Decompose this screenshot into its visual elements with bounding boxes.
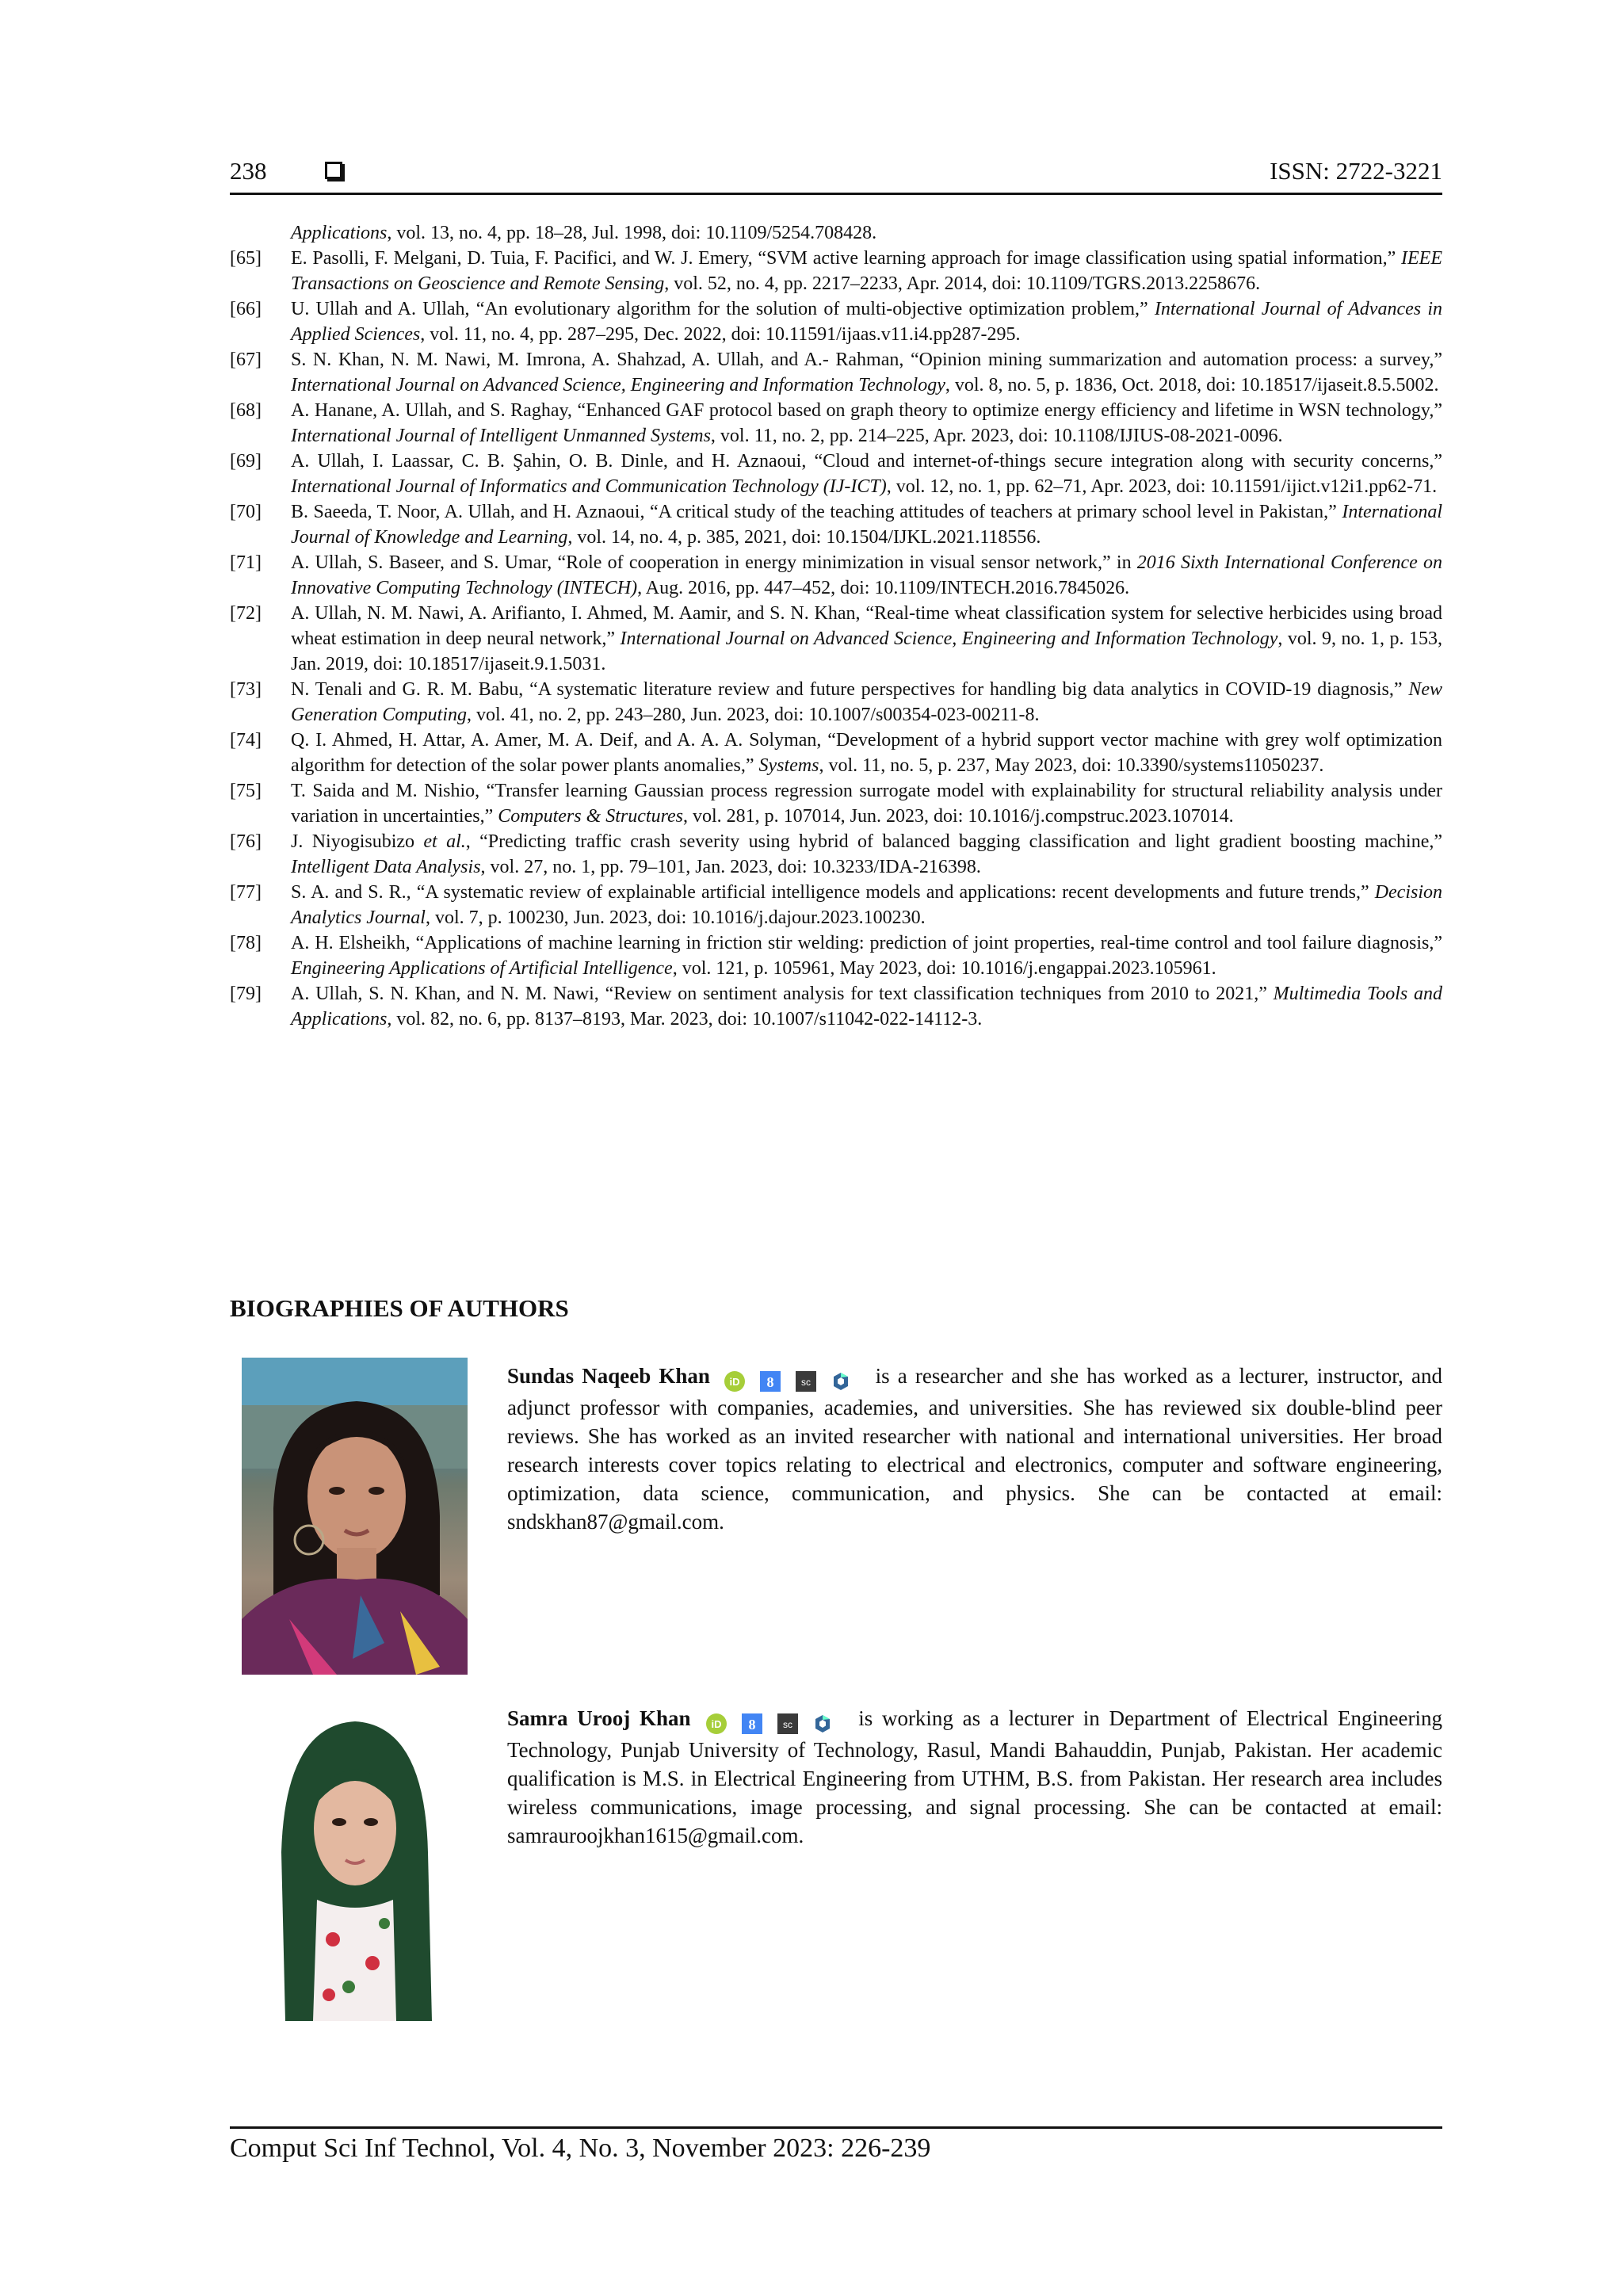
footer-divider — [230, 2126, 1442, 2129]
scopus-icon[interactable] — [777, 1713, 798, 1734]
reference-item: [73] N. Tenali and G. R. M. Babu, “A systematic literature review and future perspectives for handling big data analytics in COVID-19 diagnosis,” New Generation Computing, vol. 41, no. 2, pp. 243–280, Jun. 2023, doi: 10.1007/s00354-023-00211-8. — [230, 679, 1442, 725]
reference-list — [230, 220, 1442, 1032]
reference-item: [77] S. A. and S. R., “A systematic review of explainable artificial intelligence models and applications: recent developments and future trends,” Decision Analytics Journal, vol. 7, p. 100230, Jun. 2023, doi: 10.1016/j.dajour.2023.100230. — [230, 882, 1442, 928]
reference-item: [74] Q. I. Ahmed, H. Attar, A. Amer, M. A. Deif, and A. A. A. Solyman, “Development of a hybrid support vector machine with grey wolf optimization algorithm for detection of the solar power plants anomalies,” Systems, vol. 11, no. 5, p. 237, May 2023, doi: 10.3390/systems11050237. — [230, 730, 1442, 776]
author-bio-samra — [507, 1704, 1442, 1850]
google-scholar-icon[interactable] — [760, 1371, 781, 1392]
author-profile-icons — [706, 1707, 842, 1736]
svg-text:sc: sc — [800, 1376, 811, 1388]
reference-item: [75] T. Saida and M. Nishio, “Transfer learning Gaussian process regression surrogate model with explainability for structural reliability analysis under variation in uncertainties,” Computers & Structures, vol. 281, p. 107014, Jun. 2023, doi: 10.1016/j.compstruc.2023.107014. — [230, 781, 1442, 827]
author-name: Sundas Naqeeb Khan — [507, 1364, 710, 1388]
svg-text:iD: iD — [711, 1717, 722, 1730]
orcid-icon[interactable] — [724, 1371, 745, 1392]
reference-item: [67] S. N. Khan, N. M. Nawi, M. Imrona, A. Shahzad, A. Ullah, and A.- Rahman, “Opinion mining summarization and automation process: a survey,” International Journal on Advanced Science, Engineering and Information Technology, vol. 8, no. 5, p. 1836, Oct. 2018, doi: 10.18517/ijaseit.8.5.5002. — [230, 350, 1442, 395]
reference-item: [76] J. Niyogisubizo et al., “Predicting traffic crash severity using hybrid of balanced bagging classification and light gradient boosting machine,” Intelligent Data Analysis, vol. 27, no. 1, pp. 79–101, Jan. 2023, doi: 10.3233/IDA-216398. — [230, 831, 1442, 877]
author-bio-text: is a researcher and she has worked as a lecturer, instructor, and adjunct professor with companies, academies, and universities. She has reviewed six double-blind peer reviews. She has worked as an invited researcher with national and international universities. Her broad research interests cover topics relating to electrical and electronics, computer and software engineering, optimization, data science, communication, and physics. She can be contacted at email: sndskhan87@gmail.com. — [507, 1364, 1443, 1534]
reference-item: [71] A. Ullah, S. Baseer, and S. Umar, “Role of cooperation in energy minimization in visual sensor network,” in 2016 Sixth International Conference on Innovative Computing Technology (INTECH), Aug. 2016, pp. 447–452, doi: 10.1109/INTECH.2016.7845026. — [230, 552, 1442, 598]
svg-text:sc: sc — [782, 1718, 792, 1730]
svg-text:iD: iD — [729, 1375, 740, 1388]
google-scholar-icon[interactable] — [742, 1713, 762, 1734]
reference-item: [79] A. Ullah, S. N. Khan, and N. M. Nawi, “Review on sentiment analysis for text classification techniques from 2010 to 2021,” Multimedia Tools and Applications, vol. 82, no. 6, pp. 8137–8193, Mar. 2023, doi: 10.1007/s11042-022-14112-3. — [230, 984, 1442, 1030]
svg-text:8: 8 — [748, 1716, 756, 1733]
reference-item: [69] A. Ullah, I. Laassar, C. B. Şahin, O. B. Dinle, and H. Aznaoui, “Cloud and internet-of-things secure integration along with security concerns,” International Journal of Informatics and Communication Technology (IJ-ICT), vol. 12, no. 1, pp. 62–71, Apr. 2023, doi: 10.11591/ijict.v12i1.pp62-71. — [230, 451, 1442, 497]
author-bio-sundas — [507, 1362, 1442, 1536]
scopus-icon[interactable] — [796, 1371, 816, 1392]
author-bio-text: is working as a lecturer in Department of Electrical Engineering Technology, Punjab University of Technology, Rasul, Mandi Bahauddin, Punjab, Pakistan. Her academic qualification is M.S. in Electrical Engineering from UTHM, B.S. from Pakistan. Her research area includes wireless communications, image processing, and signal processing. She can be contacted at email: samrauroojkhan1615@gmail.com. — [507, 1706, 1443, 1847]
page-header — [230, 157, 1442, 193]
reference-item: [72] A. Ullah, N. M. Nawi, A. Arifianto, I. Ahmed, M. Aamir, and S. N. Khan, “Real-time wheat classification system for selective herbicides using broad wheat estimation in deep neural network,” International Journal on Advanced Science, Engineering and Information Technology, vol. 9, no. 1, p. 153, Jan. 2019, doi: 10.18517/ijaseit.9.1.5031. — [230, 603, 1443, 674]
header-divider — [230, 193, 1442, 195]
reference-continuation: Applications, vol. 13, no. 4, pp. 18–28, Jul. 1998, doi: 10.1109/5254.708428. — [291, 223, 877, 243]
reference-item: [70] B. Saeeda, T. Noor, A. Ullah, and H. Aznaoui, “A critical study of the teaching attitudes of teachers at primary school level in Pakistan,” International Journal of Knowledge and Learning, vol. 14, no. 4, p. 385, 2021, doi: 10.1504/IJKL.2021.118556. — [230, 502, 1442, 548]
portrait-illustration — [238, 1710, 472, 2021]
author-name: Samra Urooj Khan — [507, 1706, 691, 1730]
square-bullet-icon — [325, 162, 342, 179]
orcid-icon[interactable] — [706, 1713, 727, 1734]
reference-item: [78] A. H. Elsheikh, “Applications of machine learning in friction stir welding: prediction of joint properties, real-time control and tool failure diagnosis,” Engineering Applications of Artificial Intelligence, vol. 121, p. 105961, May 2023, doi: 10.1016/j.engappai.2023.105961. — [230, 933, 1442, 979]
issn: ISSN: 2722-3221 — [1270, 157, 1442, 185]
author-photo-sundas — [242, 1358, 468, 1675]
reference-item: [65] E. Pasolli, F. Melgani, D. Tuia, F. Pacifici, and W. J. Emery, “SVM active learning approach for image classification using spatial information,” IEEE Transactions on Geoscience and Remote Sensing, vol. 52, no. 4, pp. 2217–2233, Apr. 2014, doi: 10.1109/TGRS.2013.2258676. — [230, 248, 1442, 294]
reference-item: [68] A. Hanane, A. Ullah, and S. Raghay, “Enhanced GAF protocol based on graph theory to optimize energy efficiency and lifetime in WSN technology,” International Journal of Intelligent Unmanned Systems, vol. 11, no. 2, pp. 214–225, Apr. 2023, doi: 10.1108/IJIUS-08-2021-0096. — [230, 400, 1442, 446]
publons-icon[interactable] — [812, 1713, 833, 1734]
author-profile-icons — [724, 1365, 861, 1393]
page-number: 238 — [230, 157, 267, 185]
reference-item: [66] U. Ullah and A. Ullah, “An evolutionary algorithm for the solution of multi-objective optimization problem,” International Journal of Advances in Applied Sciences, vol. 11, no. 4, pp. 287–295, Dec. 2022, doi: 10.11591/ijaas.v11.i4.pp287-295. — [230, 299, 1442, 345]
author-photo-samra — [238, 1710, 472, 2021]
biographies-heading: BIOGRAPHIES OF AUTHORS — [230, 1294, 569, 1322]
portrait-illustration — [242, 1358, 468, 1675]
page-footer: Comput Sci Inf Technol, Vol. 4, No. 3, November 2023: 226-239 — [230, 2134, 931, 2163]
publons-icon[interactable] — [831, 1371, 851, 1392]
svg-text:8: 8 — [766, 1373, 774, 1390]
